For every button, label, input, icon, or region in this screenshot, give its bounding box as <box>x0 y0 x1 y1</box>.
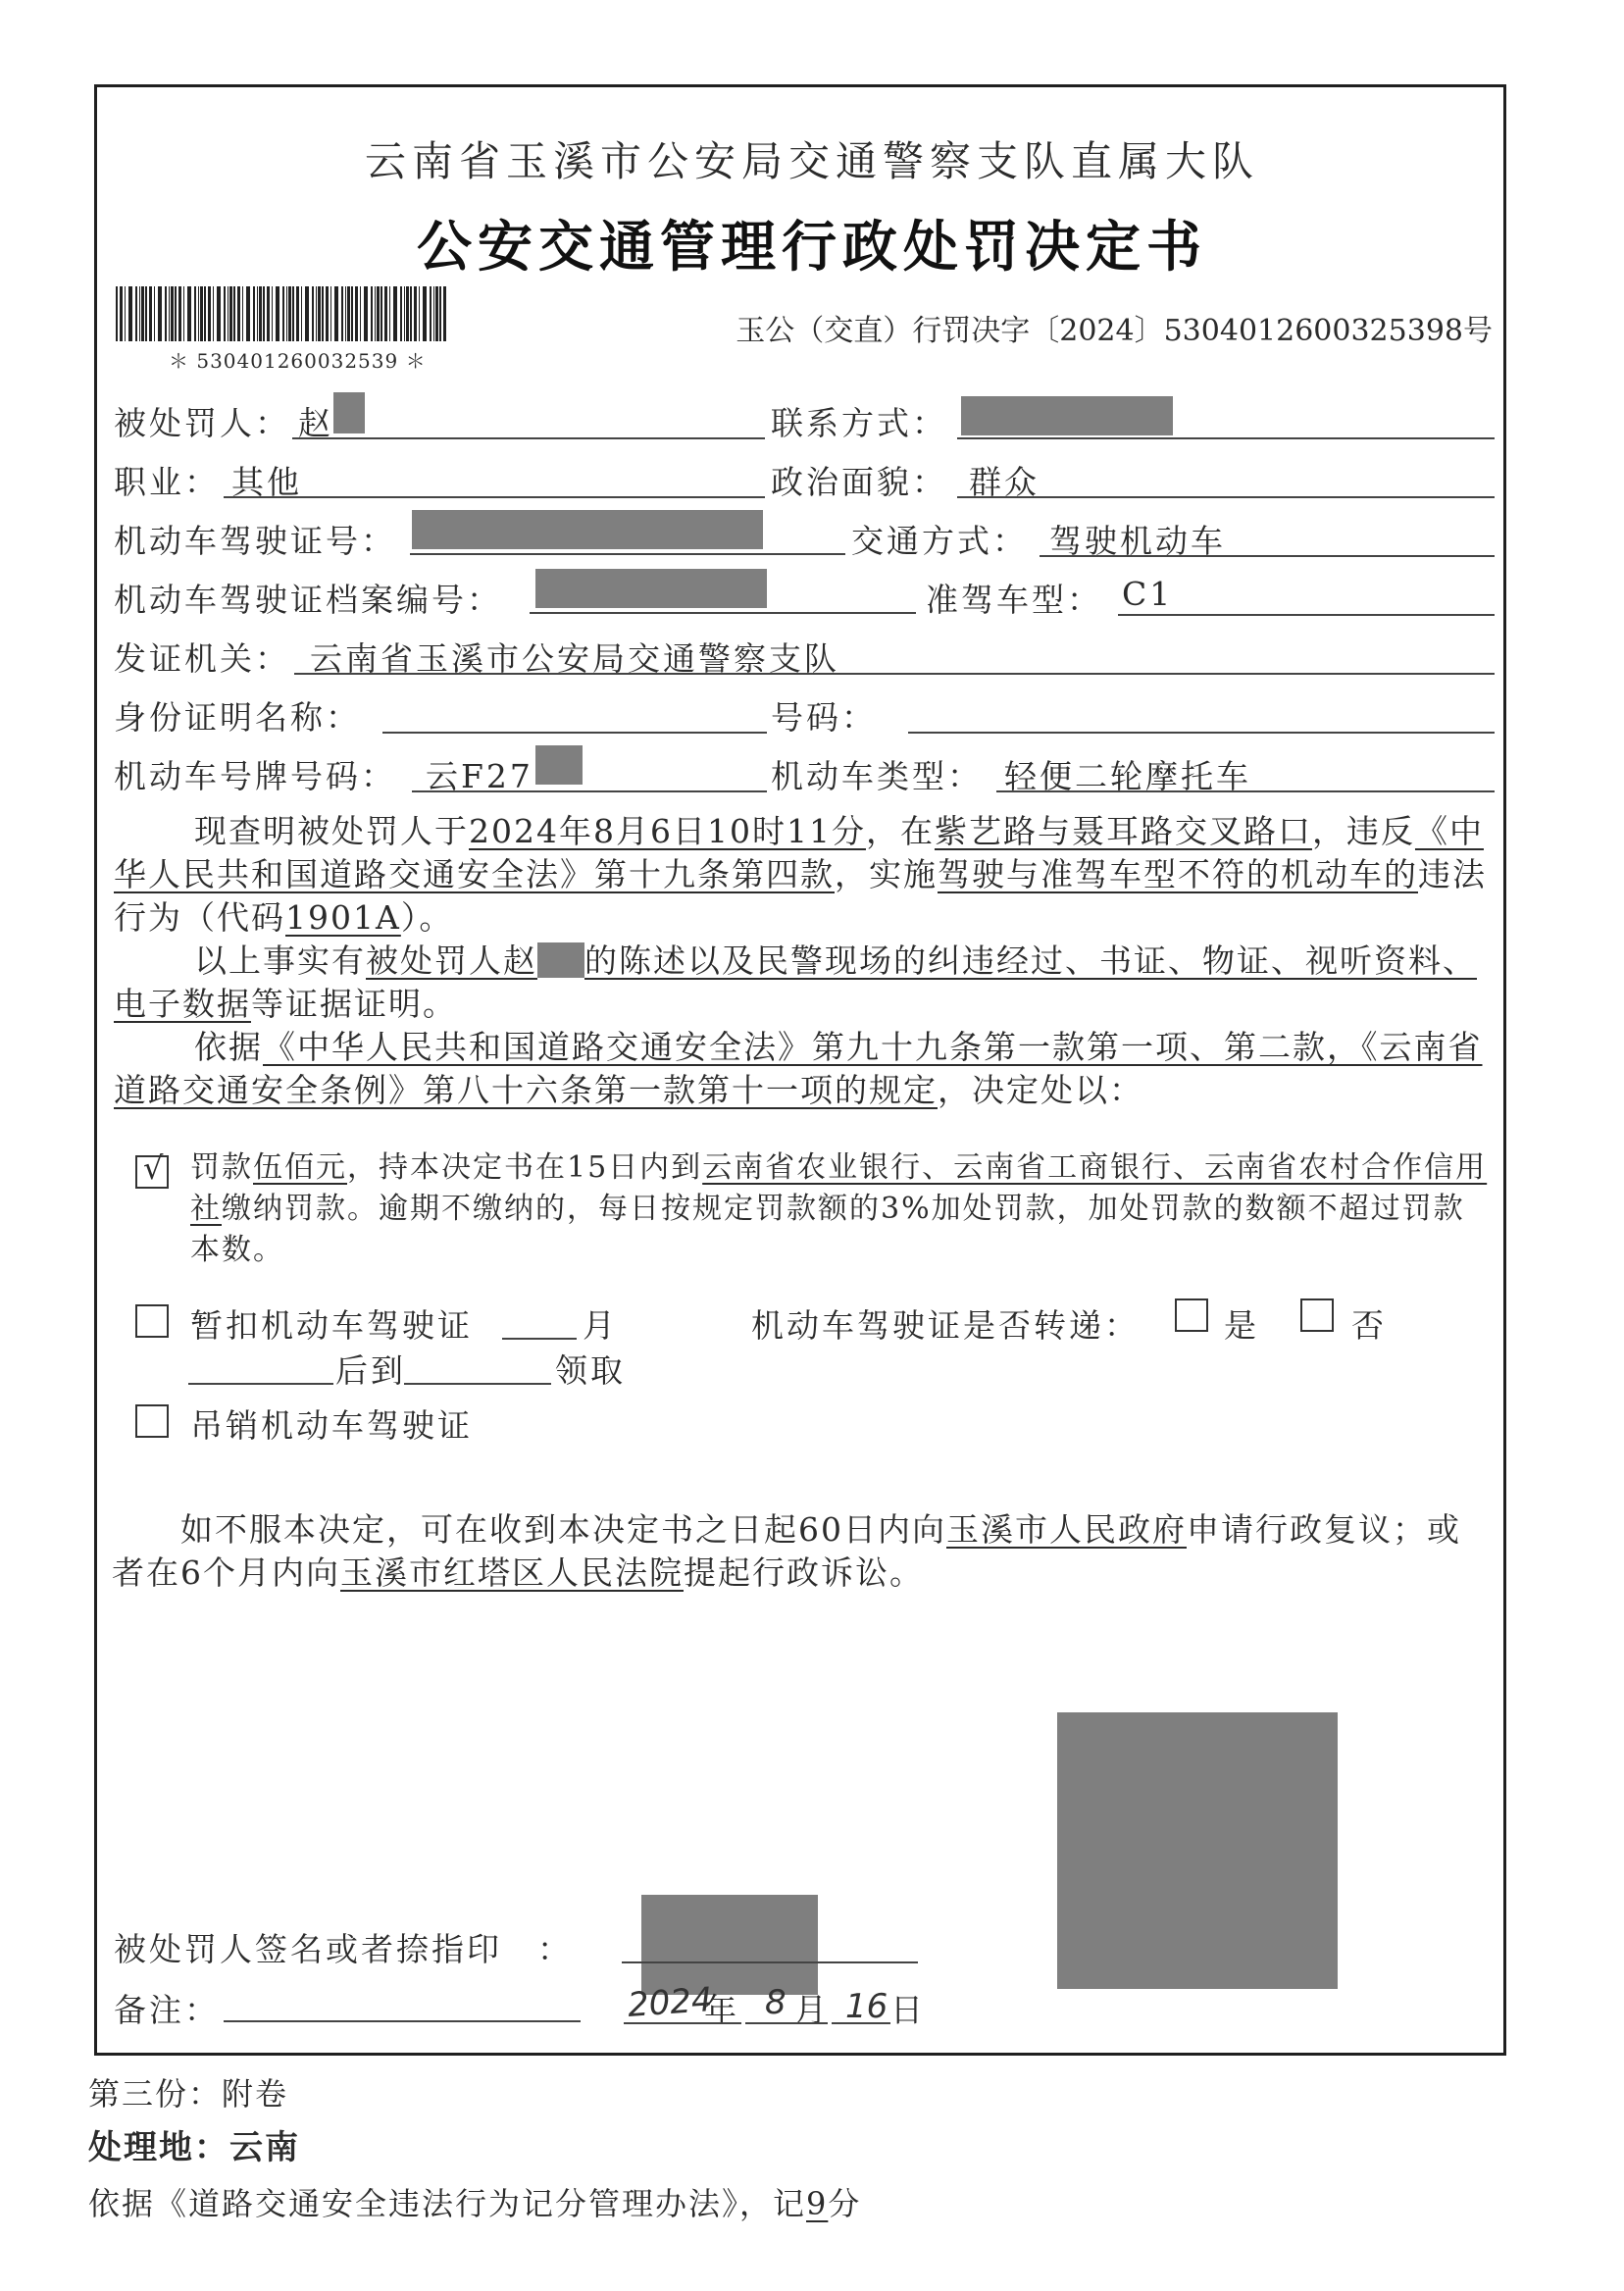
redaction <box>535 569 767 608</box>
signature-redaction <box>641 1895 818 1995</box>
evidence-text: 以上事实有 <box>194 942 366 980</box>
check-mark: √ <box>143 1149 164 1187</box>
vehicle-type-value: 轻便二轮摩托车 <box>1004 757 1251 795</box>
violation-time: 2024年8月6日10时11分 <box>469 812 866 850</box>
license-no-underline <box>410 553 845 555</box>
id-name-label: 身份证明名称： <box>114 698 361 737</box>
occupation-label: 职业： <box>114 463 220 501</box>
basis-text: 依据 <box>194 1028 263 1066</box>
forward-yes-label: 是 <box>1224 1306 1259 1345</box>
political-value: 群众 <box>969 463 1040 501</box>
traffic-mode-value: 驾驶机动车 <box>1049 522 1226 560</box>
forward-no-label: 否 <box>1351 1306 1387 1345</box>
vehicle-type-underline <box>996 790 1495 792</box>
barcode-text: ＊ 530401260032539 ＊ <box>169 349 427 373</box>
processing-place: 处理地：云南 <box>88 2128 300 2167</box>
contact-label: 联系方式： <box>771 404 947 442</box>
forward-yes-checkbox[interactable] <box>1175 1298 1208 1332</box>
facts-text: 现查明被处罚人于 <box>194 812 469 850</box>
violated-law: 《中华人民共和国道路交通安全法》第十九条第四款 <box>114 812 1484 893</box>
political-underline <box>957 496 1495 498</box>
forward-label: 机动车驾驶证是否转递： <box>751 1306 1140 1345</box>
issuer-label: 发证机关： <box>114 639 290 678</box>
violation-code: 1901A <box>285 898 401 937</box>
contact-underline <box>957 437 1495 439</box>
issuer-underline <box>294 673 1495 675</box>
collect-label: 领取 <box>555 1351 626 1390</box>
id-name-underline <box>382 732 767 734</box>
evidence-list: 的陈述以及民警现场的纠违经过、书证、物证、视听资料、电子数据 <box>114 942 1477 1023</box>
redaction <box>333 392 365 433</box>
occupation-value: 其他 <box>231 463 302 501</box>
copy-note: 第三份：附卷 <box>88 2075 289 2113</box>
penalized-label: 被处罚人： <box>114 404 290 442</box>
facts-text: 违法行为（代码 <box>114 855 1487 937</box>
detain-months-blank[interactable] <box>502 1338 577 1340</box>
detain-label: 暂扣机动车驾驶证 <box>190 1306 473 1345</box>
fine-amount: 伍佰元 <box>253 1150 347 1185</box>
evidence-paragraph <box>114 940 1497 1026</box>
basis-text: ，决定处以： <box>938 1071 1143 1109</box>
barcode <box>114 286 451 341</box>
signature-underline[interactable] <box>622 1961 918 1963</box>
appeal-text: 提起行政诉讼。 <box>684 1553 924 1592</box>
traffic-mode-underline <box>1040 555 1495 557</box>
evidence: 被处罚人赵 <box>366 942 537 980</box>
redaction <box>535 745 583 785</box>
fine-text: ，持本决定书在15日内到 <box>347 1150 703 1185</box>
revoke-label: 吊销机动车驾驶证 <box>190 1406 473 1445</box>
vehicle-class-underline <box>1118 614 1495 616</box>
appeal-text: 如不服本决定，可在收到本决定书之日起60日内向 <box>180 1510 946 1549</box>
litigation-court: 玉溪市红塔区人民法院 <box>340 1553 684 1592</box>
occupation-underline <box>224 496 765 498</box>
points-text: 依据《道路交通安全违法行为记分管理办法》，记 <box>88 2185 807 2222</box>
violation-act: 驾驶与准驾车型不符的机动车的 <box>938 855 1418 893</box>
date-year-underline <box>624 2022 741 2024</box>
date-day: 16 <box>845 1987 888 2026</box>
facts-text: ，违反 <box>1311 812 1415 850</box>
document-title: 公安交通管理行政处罚决定书 <box>417 215 1207 280</box>
license-no-label: 机动车驾驶证号： <box>114 522 396 560</box>
legal-basis: 《中华人民共和国道路交通安全法》第九十九条第一款第一项、第二款，《云南省道路交通安全条例》第八十六条第一款第十一项的规定 <box>114 1028 1483 1109</box>
seal-redaction <box>1057 1712 1338 1989</box>
date-month-char: 月 <box>794 1991 830 2029</box>
license-file-label: 机动车驾驶证档案编号： <box>114 581 502 619</box>
appeal-paragraph <box>112 1508 1485 1595</box>
revoke-checkbox[interactable] <box>135 1404 169 1438</box>
plate-value: 云F27 <box>426 757 533 795</box>
forward-no-checkbox[interactable] <box>1300 1298 1334 1332</box>
issuer-value: 云南省玉溪市公安局交通警察支队 <box>310 639 839 678</box>
points-text: 分 <box>828 2185 862 2222</box>
license-file-underline <box>530 612 916 614</box>
traffic-mode-label: 交通方式： <box>851 522 1028 560</box>
plate-label: 机动车号牌号码： <box>114 757 396 795</box>
fine-text: 缴纳罚款。逾期不缴纳的，每日按规定罚款额的3%加处罚款，加处罚款的数额不超过罚款本数。 <box>190 1192 1465 1267</box>
review-authority: 玉溪市人民政府 <box>946 1510 1187 1549</box>
after-label: 后到 <box>335 1351 406 1390</box>
plate-underline <box>412 790 767 792</box>
vehicle-type-label: 机动车类型： <box>771 757 983 795</box>
penalized-underline <box>292 437 765 439</box>
fine-paragraph <box>190 1147 1495 1271</box>
basis-paragraph <box>114 1026 1497 1112</box>
redaction <box>537 942 584 978</box>
facts-text: ）。 <box>400 898 454 937</box>
facts-paragraph <box>114 810 1497 940</box>
facts-text: ，实施 <box>835 855 938 893</box>
vehicle-class-value: C1 <box>1122 575 1174 613</box>
detain-place-blank[interactable] <box>404 1383 551 1385</box>
remark-underline[interactable] <box>224 2020 581 2022</box>
detain-checkbox[interactable] <box>135 1304 169 1338</box>
penalized-value: 赵 <box>298 404 333 442</box>
date-day-underline <box>832 2022 890 2024</box>
violation-place: 紫艺路与聂耳路交叉路口 <box>934 812 1312 850</box>
redaction <box>412 510 763 549</box>
evidence-text: 等证据证明。 <box>251 985 457 1023</box>
date-month: 8 <box>765 1983 787 2022</box>
id-number-underline <box>908 732 1495 734</box>
id-number-label: 号码： <box>771 698 877 737</box>
date-day-char: 日 <box>890 1991 926 2029</box>
remark-label: 备注： <box>114 1991 220 2029</box>
agency-name: 云南省玉溪市公安局交通警察支队直属大队 <box>364 137 1259 185</box>
facts-text: ，在 <box>865 812 935 850</box>
date-month-underline <box>745 2022 828 2024</box>
vehicle-class-label: 准驾车型： <box>926 581 1102 619</box>
fine-text: 罚款 <box>190 1150 253 1185</box>
redaction <box>961 396 1173 435</box>
document-number: 玉公（交直）行罚决字〔2024〕5304012600325398号 <box>736 314 1493 348</box>
points-note <box>88 2179 861 2224</box>
detain-start-blank[interactable] <box>188 1383 333 1385</box>
detain-month-unit: 月 <box>583 1306 618 1345</box>
payment-banks: 云南省农业银行、云南省工商银行、云南省农村合作信用社 <box>190 1150 1488 1226</box>
signature-label: 被处罚人签名或者捺指印 ： <box>114 1930 573 1968</box>
political-label: 政治面貌： <box>771 463 947 501</box>
date-year-char: 年 <box>704 1991 739 2029</box>
date-year: 2024 <box>626 1980 714 2025</box>
penalty-points: 9 <box>806 2185 829 2222</box>
appeal-text: 申请行政复议；或者在6个月内向 <box>112 1510 1461 1592</box>
